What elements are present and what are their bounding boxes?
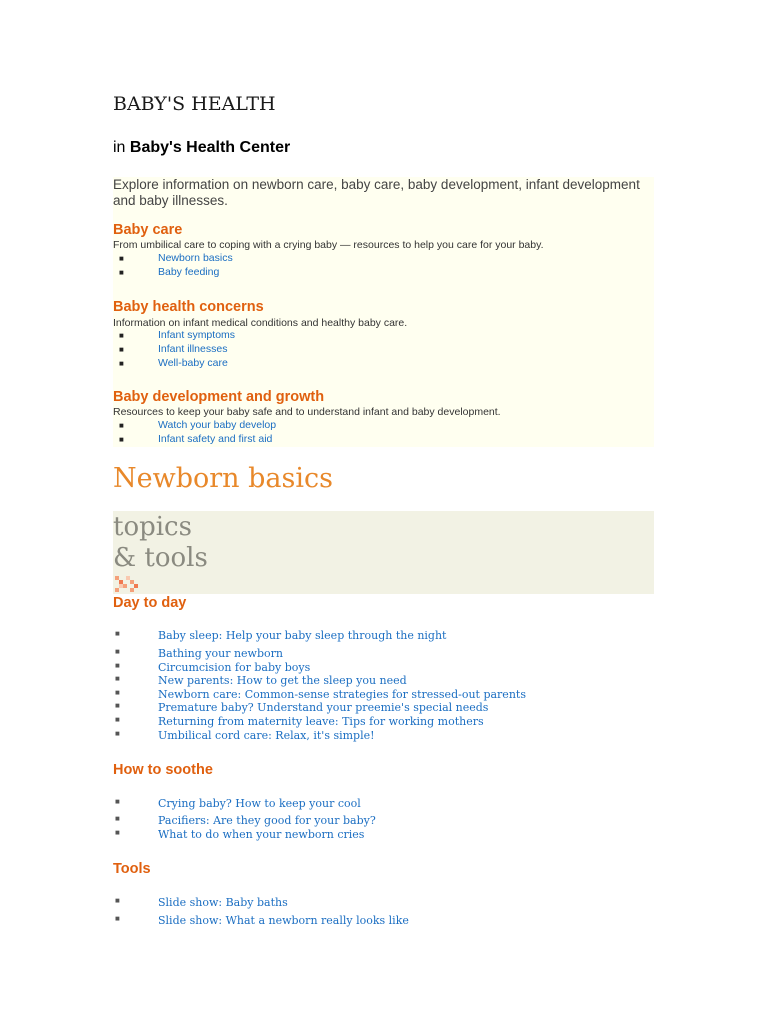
article-link[interactable]: Returning from maternity leave: Tips for working mothers bbox=[158, 714, 484, 728]
bullet-icon: ■ bbox=[115, 687, 120, 697]
article-link[interactable]: What to do when your newborn cries bbox=[158, 827, 365, 841]
subtitle-prefix: in bbox=[113, 139, 126, 156]
slideshow-link[interactable]: Slide show: What a newborn really looks like bbox=[158, 914, 409, 927]
tools-label: & tools bbox=[113, 543, 208, 573]
intro-text: Explore information on newborn care, baby care, baby development, infant development and baby illnesses. bbox=[113, 177, 640, 208]
bullet-icon: ■ bbox=[115, 701, 120, 711]
bullet-icon: ■ bbox=[119, 435, 124, 444]
article-link[interactable]: New parents: How to get the sleep you need bbox=[158, 674, 407, 688]
link-infant-illnesses[interactable]: Infant illnesses bbox=[158, 343, 228, 355]
article-link[interactable]: Crying baby? How to keep your cool bbox=[158, 797, 361, 810]
link-newborn-basics[interactable]: Newborn basics bbox=[158, 252, 233, 264]
section-description: Information on infant medical conditions and healthy baby care. bbox=[113, 317, 408, 329]
topics-label: topics bbox=[113, 512, 192, 542]
bullet-icon: ■ bbox=[115, 814, 120, 823]
section-heading[interactable]: Baby development and growth bbox=[113, 389, 325, 405]
section-description: Resources to keep your baby safe and to understand infant and baby development. bbox=[113, 406, 501, 418]
article-link[interactable]: Newborn care: Common-sense strategies for stressed-out parents bbox=[158, 687, 526, 701]
bullet-icon: ■ bbox=[115, 647, 120, 656]
page-title: BABY'S HEALTH bbox=[113, 93, 276, 115]
bullet-icon: ■ bbox=[115, 674, 120, 684]
block-heading-day-to-day: Day to day bbox=[113, 595, 187, 611]
bullet-icon: ■ bbox=[119, 254, 124, 263]
article-link[interactable]: Circumcision for baby boys bbox=[158, 660, 311, 674]
bullet-icon: ■ bbox=[115, 729, 120, 739]
bullet-icon: ■ bbox=[115, 629, 120, 638]
block-heading-how-to-soothe: How to soothe bbox=[113, 762, 213, 778]
article-link[interactable]: Umbilical cord care: Relax, it's simple! bbox=[158, 729, 375, 743]
bullet-icon: ■ bbox=[119, 331, 124, 340]
article-link[interactable]: Pacifiers: Are they good for your baby? bbox=[158, 814, 376, 827]
link-baby-feeding[interactable]: Baby feeding bbox=[158, 266, 220, 278]
block-heading-tools: Tools bbox=[113, 861, 151, 877]
link-watch-baby-develop[interactable]: Watch your baby develop bbox=[158, 419, 277, 431]
bullet-icon: ■ bbox=[119, 421, 124, 430]
health-center-name: Baby's Health Center bbox=[129, 139, 291, 156]
bullet-icon: ■ bbox=[119, 359, 124, 368]
bullet-icon: ■ bbox=[115, 896, 120, 905]
bullet-icon: ■ bbox=[115, 797, 120, 806]
bullet-icon: ■ bbox=[119, 345, 124, 354]
section-description: From umbilical care to coping with a crying baby — resources to help you care for your baby. bbox=[113, 239, 544, 251]
article-link[interactable]: Bathing your newborn bbox=[158, 647, 283, 660]
bullet-icon: ■ bbox=[115, 714, 120, 724]
slideshow-link[interactable]: Slide show: Baby baths bbox=[158, 896, 288, 909]
link-infant-safety[interactable]: Infant safety and first aid bbox=[158, 433, 273, 445]
article-link[interactable]: Premature baby? Understand your preemie's special needs bbox=[158, 701, 489, 715]
bullet-icon: ■ bbox=[115, 827, 120, 837]
section-heading[interactable]: Baby care bbox=[113, 222, 183, 238]
subtitle bbox=[113, 139, 290, 157]
newborn-basics-title: Newborn basics bbox=[113, 463, 333, 494]
bullet-icon: ■ bbox=[115, 660, 120, 670]
double-chevron-icon bbox=[113, 575, 139, 593]
article-link[interactable]: Baby sleep: Help your baby sleep through the night bbox=[158, 629, 447, 642]
bullet-icon: ■ bbox=[119, 268, 124, 277]
link-well-baby-care[interactable]: Well-baby care bbox=[158, 357, 228, 369]
bullet-icon: ■ bbox=[115, 914, 120, 923]
link-infant-symptoms[interactable]: Infant symptoms bbox=[158, 329, 236, 341]
section-heading[interactable]: Baby health concerns bbox=[113, 299, 264, 315]
